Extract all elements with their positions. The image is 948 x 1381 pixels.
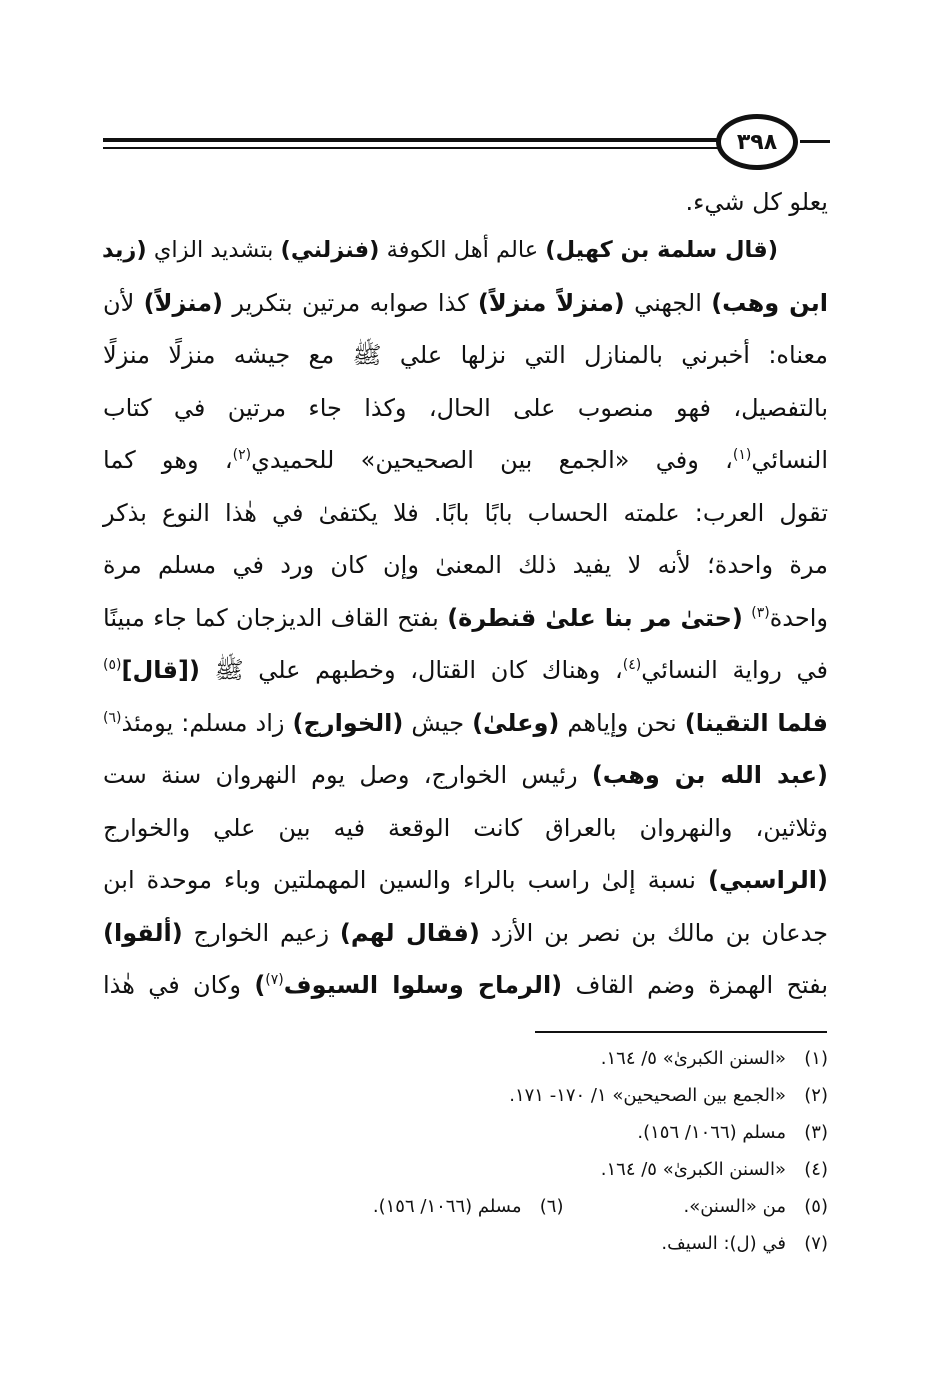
page-number-badge (716, 114, 798, 170)
footnote-number: (١) (804, 1048, 828, 1069)
bold-phrase: (الرماح وسلوا السيوف (283, 971, 563, 999)
bold-phrase: (منزلاً منزلاً) (477, 288, 625, 317)
bold-phrase: ) (254, 971, 266, 999)
body-line (103, 382, 828, 435)
footnote-number: (٣) (804, 1122, 828, 1143)
body-line (103, 487, 828, 540)
text-run: زاد مسلم: يومئذ (121, 708, 293, 737)
footnote-text: مسلم (١٠٦٦/ ١٥٦). (372, 1196, 522, 1217)
body-line (103, 539, 828, 592)
text-run: تقول العرب: علمته الحساب بابًا بابًا. فلا يكتفىٰ في هٰذا النوع بذكر (103, 498, 828, 527)
header-rule-thick (103, 138, 718, 142)
bold-phrase: (الخوارج) (292, 708, 404, 737)
footnote-number: (٧) (804, 1233, 828, 1254)
footnote-text: «السنن الكبرىٰ» ٥/ ١٦٤. (600, 1159, 786, 1180)
header-rule-thin (103, 147, 718, 149)
body-line (103, 854, 828, 907)
text-run: ، وهو كما (103, 446, 233, 474)
footnote-ref: (١) (732, 447, 752, 463)
body-line (103, 180, 828, 224)
footnote-number: (٦) (539, 1196, 564, 1217)
footnote-ref: (٣) (751, 604, 770, 621)
body-line (103, 592, 828, 645)
text-run: كذا صوابه مرتين بتكرير (223, 288, 478, 317)
footnote-number: (٥) (804, 1196, 828, 1217)
bold-phrase: (قال سلمة بن كهيل) (545, 237, 778, 263)
text-run: الجهني (624, 288, 712, 317)
text-run: عالم أهل الكوفة (379, 237, 546, 263)
body-line (103, 959, 828, 1012)
text-run: جدعان بن مالك بن نصر بن الأزد (479, 918, 829, 947)
text-run: معناه: أخبرني بالمنازل التي نزلها علي ﷺ مع جيشه منزلًا منزلًا (103, 341, 828, 369)
body-line (103, 749, 828, 802)
bold-phrase: (ألقوا) (103, 918, 183, 947)
footnote-ref: (٥) (103, 657, 122, 673)
header-rule-right (800, 140, 830, 143)
footnote-number: (٢) (804, 1085, 828, 1106)
bold-phrase: (عبد الله بن وهب) (591, 761, 829, 789)
bold-phrase: (الراسبي) (707, 866, 828, 894)
text-run: نحن وإياهم (559, 708, 685, 737)
text-run: يعلو كل شيء. (685, 188, 828, 216)
body-line (103, 329, 828, 382)
body-line (103, 802, 828, 855)
text-run: ، وفي «الجمع بين الصحيحين» للحميدي (251, 446, 733, 474)
footnote (200, 1077, 828, 1114)
footnote-text: مسلم (١٠٦٦/ ١٥٦). (637, 1122, 786, 1143)
footnote-ref: (٧) (265, 972, 284, 988)
bold-phrase: ([قال] (121, 656, 200, 684)
text-run (743, 604, 751, 632)
text-run: بالتفصيل، فهو منصوب على الحال، وكذا جاء مرتين في كتاب (103, 393, 828, 422)
body-line (103, 434, 828, 487)
bold-phrase: ابن وهب) (711, 288, 828, 317)
text-run: بفتح القاف الديزجان كما جاء مبينًا (103, 603, 448, 632)
bold-phrase: (فنزلني) (280, 237, 380, 263)
footnote-text: في (ل): السيف. (661, 1233, 786, 1254)
footnote-ref: (٤) (622, 657, 642, 673)
footnote-text: من «السنن». (683, 1196, 786, 1217)
bold-phrase: (منزلاً) (143, 288, 224, 317)
body-line (103, 907, 828, 960)
bold-phrase: فلما التقينا) (684, 708, 828, 737)
footnotes (200, 1040, 828, 1262)
footnote-number: (٤) (804, 1159, 828, 1180)
text-run: مرة واحدة؛ لأنه لا يفيد ذلك المعنىٰ وإن كان ورد في مسلم مرة (103, 551, 828, 579)
text-run: نسبة إلىٰ راسب بالراء والسين المهملتين وباء موحدة ابن (103, 866, 708, 894)
body-text (103, 180, 828, 1012)
footnote (200, 1188, 828, 1225)
text-run: جيش (403, 708, 473, 737)
body-line (103, 644, 828, 697)
page-number: ٣٩٨ (736, 129, 778, 155)
footnote (200, 1114, 828, 1151)
footnote (200, 1225, 828, 1262)
text-run: زعيم الخوارج (182, 918, 340, 947)
bold-phrase: (وعلىٰ) (472, 708, 560, 737)
text-run: رئيس الخوارج، وصل يوم النهروان سنة ست (103, 761, 592, 789)
footnote-ref: (٦) (103, 709, 122, 726)
text-run: بتشديد الزاي (146, 237, 281, 263)
text-run: وكان في هٰذا (103, 971, 255, 999)
footnote (200, 1040, 828, 1077)
bold-phrase: (زيد (101, 237, 147, 263)
bold-phrase: (حتىٰ مر بنا علىٰ قنطرة) (447, 603, 743, 632)
text-run: ، وهناك كان القتال، وخطبهم علي ﷺ (199, 656, 623, 684)
footnote-text: «الجمع بين الصحيحين» ١/ ١٧٠- ١٧١. (509, 1085, 786, 1106)
footnote-text: «السنن الكبرىٰ» ٥/ ١٦٤. (600, 1048, 786, 1069)
body-line (103, 224, 828, 277)
footnote-separator (535, 1031, 827, 1033)
text-run: بفتح الهمزة وضم القاف (562, 971, 828, 999)
text-run: في رواية النسائي (641, 656, 828, 684)
text-run: وثلاثين، والنهروان بالعراق كانت الوقعة فيه بين علي والخوارج (103, 813, 828, 842)
bold-phrase: (فقال لهم) (339, 918, 480, 947)
text-run: لأن (103, 288, 144, 317)
footnote-ref: (٢) (232, 447, 252, 463)
body-line (103, 277, 828, 330)
body-line (103, 697, 828, 750)
text-run: واحدة (769, 603, 828, 632)
text-run: النسائي (751, 446, 829, 474)
footnote (200, 1151, 828, 1188)
